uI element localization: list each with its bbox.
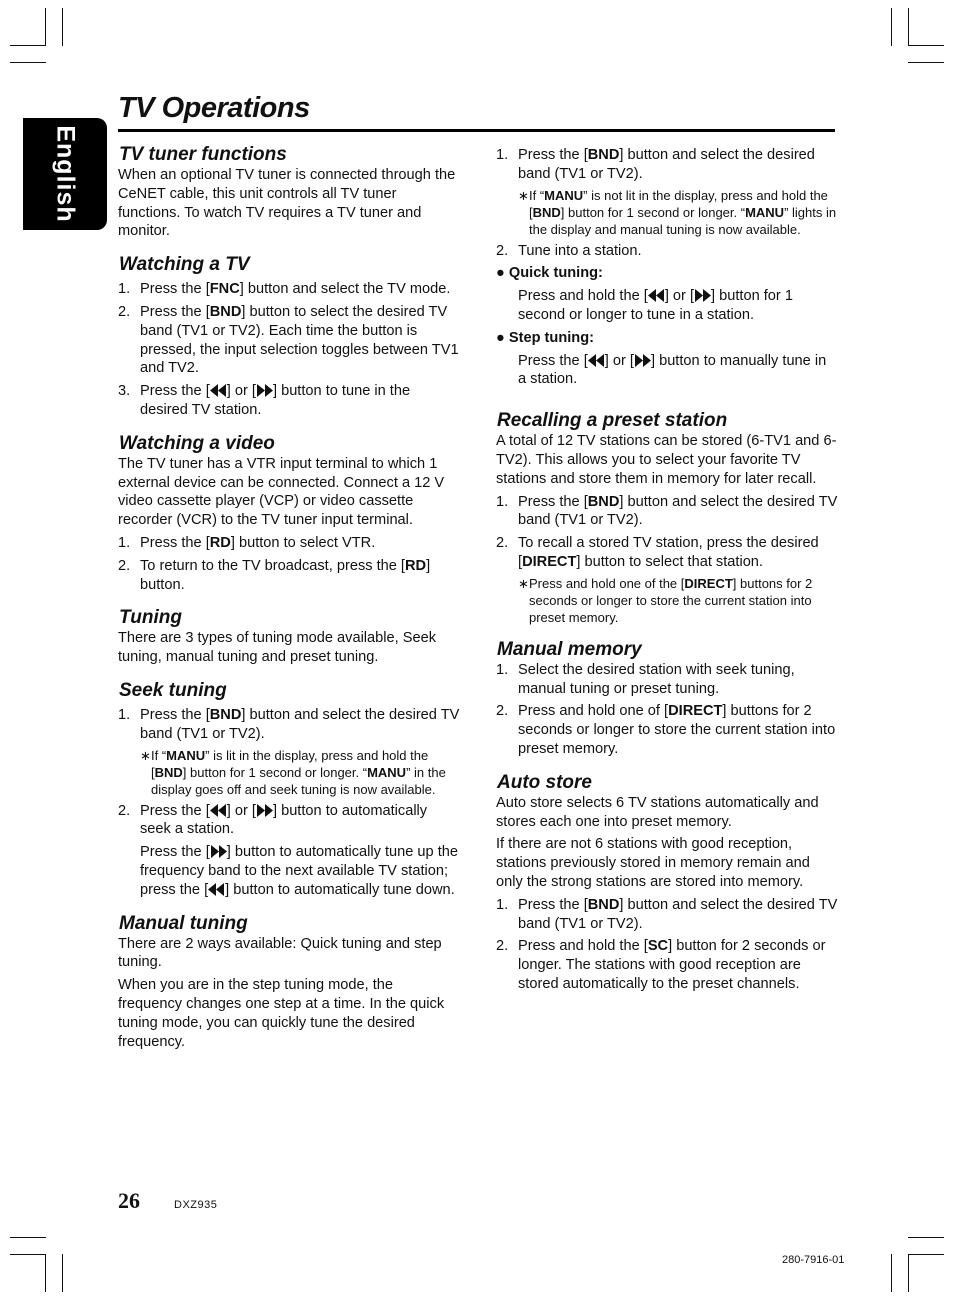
paragraph: There are 3 types of tuning mode available, Seek tuning, manual tuning and preset tuning. [118, 630, 437, 666]
page-number: 26 [118, 1188, 140, 1213]
skip-forward-icon [210, 845, 227, 858]
section-heading: Recalling a preset station [497, 410, 728, 432]
language-tab-label: English [51, 125, 80, 223]
list-item: 2. Press the [BND] button to select the desired TV band (TV1 or TV2). Each time the button is pressed, the input selection toggles between TV1 and TV2. [118, 303, 459, 377]
crop-mark [908, 62, 944, 63]
step-tuning-label: ● Step tuning: [496, 329, 594, 346]
section-tuning [118, 607, 460, 667]
section-tv-tuner [118, 144, 460, 241]
crop-mark [891, 1254, 892, 1292]
section-watching-tv [118, 254, 460, 420]
skip-back-icon [208, 883, 225, 896]
section-seek-tuning [118, 680, 460, 900]
section-recall-preset [496, 410, 838, 626]
crop-mark [908, 1237, 944, 1238]
paragraph: When you are in the step tuning mode, the frequency changes one step at a time. In the quick tuning mode, you can quickly tune the desired frequency. [118, 977, 445, 1050]
list-item: 1. Press the [BND] button and select the desired TV band (TV1 or TV2). [496, 493, 838, 529]
crop-mark [62, 1254, 63, 1292]
list-item: 2. Press the [ ] or [ ] button to automatically seek a station. Press the [ ] button to automatically tune up the frequency band to the next available TV station; press the [ ] button to automatically tune down. [118, 802, 458, 898]
list-item: 2. Tune into a station. [496, 242, 642, 259]
skip-forward-icon [634, 354, 651, 367]
skip-forward-icon [256, 384, 273, 397]
note: ∗ Press and hold one of the [DIRECT] buttons for 2 seconds or longer to store the current station into preset memory. [518, 575, 813, 625]
list-item: 1. Press the [FNC] button and select the TV mode. [118, 281, 451, 298]
page-title: TV Operations [118, 92, 310, 124]
crop-mark [908, 1254, 909, 1292]
skip-back-icon [210, 804, 227, 817]
language-tab [23, 118, 107, 230]
section-watching-video [118, 433, 460, 595]
crop-mark [10, 1237, 46, 1238]
list-item: 1. Press the [BND] button and select the desired band (TV1 or TV2). ∗ If “MANU” is not lit in the display, press and hold the [BND] button for 1 second or longer. “MANU” lights in the display and manual tuning is now available. [496, 147, 837, 237]
paragraph: A total of 12 TV stations can be stored (6-TV1 and 6-TV2). This allows you to select your favorite TV stations and store them in memory for later recall. [496, 433, 837, 487]
section-heading: Seek tuning [119, 679, 227, 701]
crop-mark [10, 62, 46, 63]
list-item: 2. Press and hold the [SC] button for 2 seconds or longer. The stations with good reception are stored automatically to the preset channels. [496, 938, 826, 992]
model-number: DXZ935 [174, 1199, 218, 1211]
paragraph: There are 2 ways available: Quick tuning and step tuning. [118, 935, 442, 971]
section-manual-tuning-steps [496, 146, 838, 389]
section-heading: Auto store [497, 771, 592, 793]
crop-mark [908, 45, 944, 46]
section-manual-tuning [118, 913, 460, 1052]
note: ∗ If “MANU” is lit in the display, press and hold the [BND] button for 1 second or longer. “MANU” in the display goes off and seek tuning is now available. [140, 747, 446, 797]
quick-tuning-label: ● Quick tuning: [496, 265, 603, 282]
list-item: 2. Press and hold one of [DIRECT] buttons for 2 seconds or longer to store the current station into preset memory. [496, 703, 836, 757]
crop-mark [10, 1254, 46, 1255]
right-column [496, 144, 838, 1007]
section-heading: Tuning [119, 607, 182, 629]
list-item: 3. Press the [ ] or [ ] button to tune in the desired TV station. [118, 383, 411, 418]
paragraph: The TV tuner has a VTR input terminal to which 1 external device can be connected. Connect a 12 V video cassette player (VCP) or video cassette recorder (VCR) to the TV tuner input terminal. [118, 455, 445, 529]
paragraph: If there are not 6 stations with good reception, stations previously stored in memory remain and only the strong stations are stored into memory. [496, 836, 810, 890]
skip-back-icon [648, 289, 665, 302]
crop-mark [62, 8, 63, 46]
paragraph: Auto store selects 6 TV stations automatically and stores each one into preset memory. [496, 794, 819, 830]
section-auto-store [496, 772, 838, 994]
crop-mark [908, 1254, 944, 1255]
crop-mark [10, 45, 46, 46]
section-heading: TV tuner functions [119, 144, 287, 165]
crop-mark [908, 8, 909, 46]
paragraph: Press the [ ] or [ ] button to manually tune in a station. [518, 352, 827, 388]
skip-back-icon [588, 354, 605, 367]
section-heading: Manual tuning [119, 912, 248, 934]
crop-mark [891, 8, 892, 46]
section-heading: Watching a video [119, 432, 275, 454]
skip-forward-icon [256, 804, 273, 817]
skip-back-icon [210, 384, 227, 397]
crop-mark [45, 8, 46, 46]
crop-mark [45, 1254, 46, 1292]
list-item: 2. To return to the TV broadcast, press the [RD] button. [118, 557, 431, 593]
list-item: 2. To recall a stored TV station, press the desired [DIRECT] button to select that station. ∗ Press and hold one of the [DIRECT] buttons for 2 seconds or longer to store the current station into preset memory. [496, 534, 838, 626]
left-column [118, 144, 460, 1064]
paragraph: Press and hold the [ ] or [ ] button for 1 second or longer to tune in a station. [518, 288, 793, 323]
note: ∗ If “MANU” is not lit in the display, press and hold the [BND] button for 1 second or longer. “MANU” lights in the display and manual tuning is now available. [518, 187, 837, 237]
section-heading: Watching a TV [119, 254, 250, 276]
list-item: 1. Press the [BND] button and select the desired TV band (TV1 or TV2). [496, 896, 838, 932]
document-code: 280-7916-01 [782, 1254, 845, 1266]
list-item: 1. Press the [RD] button to select VTR. [118, 534, 376, 551]
list-item: 1. Press the [BND] button and select the desired TV band (TV1 or TV2). ∗ If “MANU” is lit in the display, press and hold the [BND] button for 1 second or longer. “MANU” in the display goes off and seek tuning is now available. [118, 706, 460, 797]
paragraph: When an optional TV tuner is connected through the CeNET cable, this unit controls all TV tuner functions. To watch TV requires a TV tuner and monitor. [118, 167, 456, 240]
skip-forward-icon [694, 289, 711, 302]
section-heading: Manual memory [497, 638, 642, 660]
section-manual-memory [496, 639, 838, 759]
continuation-text: Press the [ ] button to automatically tune up the frequency band to the next available TV station; press the [ ] button to automatically tune down. [140, 844, 458, 898]
title-rule [118, 129, 835, 132]
list-item: 1. Select the desired station with seek tuning, manual tuning or preset tuning. [496, 661, 795, 697]
